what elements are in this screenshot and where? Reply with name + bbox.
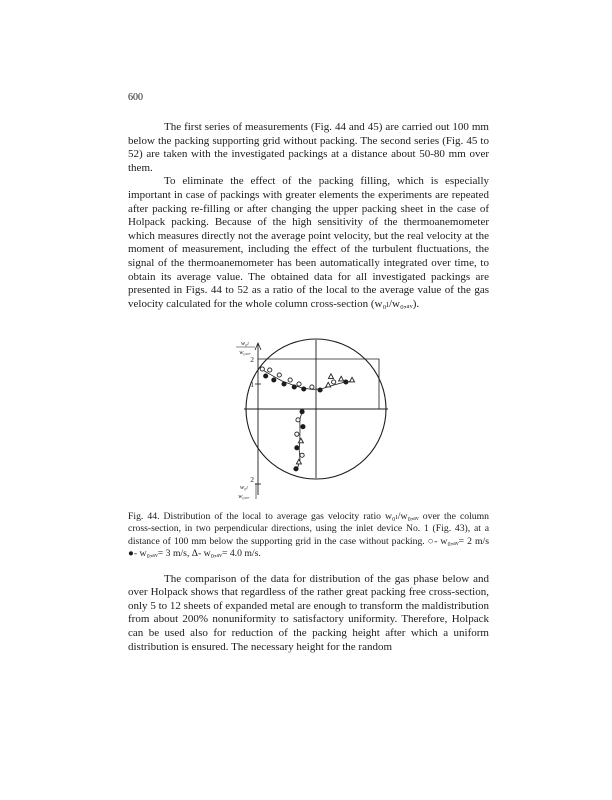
figure-44-caption: Fig. 44. Distribution of the local to average gas velocity ratio w₀ₗ/w₀,ₐᵥ over the column cross-section, in two perpendicular directions, using the inlet device No. 1 (Fig. 43), at a distance of 100 mm below the supporting grid in the case without packing. ○- w₀,ₐᵥ= 2 m/s ●- w₀,ₐᵥ= 3 m/s, Δ- w₀,ₐᵥ= 4.0 m/s.: [128, 511, 489, 559]
data-point-open-circle: [295, 432, 299, 436]
y-axis-label-denominator: w₀,ₐᵥ: [239, 349, 251, 357]
data-points-layer: [260, 367, 354, 471]
tick-label-1: 1: [250, 380, 254, 390]
data-point-filled-circle: [282, 382, 286, 386]
data-point-open-circle: [277, 373, 281, 377]
data-point-open-circle: [332, 380, 336, 384]
data-point-triangle: [328, 374, 333, 379]
data-point-open-circle: [288, 378, 292, 382]
y-axis-label-numerator: w₀ₗ: [241, 340, 249, 348]
data-point-filled-circle: [294, 467, 298, 471]
data-point-filled-circle: [344, 380, 348, 384]
data-point-triangle: [298, 439, 303, 444]
tick-label-bottom-2: 2: [250, 475, 254, 485]
data-point-open-circle: [297, 382, 301, 386]
text-column: [128, 92, 489, 654]
data-point-open-circle: [300, 453, 304, 457]
data-point-filled-circle: [300, 410, 304, 414]
data-point-filled-circle: [295, 446, 299, 450]
reference-box-lines: [258, 359, 379, 409]
data-point-filled-circle: [272, 378, 276, 382]
page-number: 600: [128, 92, 143, 103]
paragraph-1: The first series of measurements (Fig. 44 and 45) are carried out 100 mm below the packing supporting grid without packing. The second series (Fig. 45 to 52) are taken with the investigated packings at a distance about 50-80 mm over them.: [128, 121, 489, 174]
data-point-triangle: [296, 460, 301, 465]
data-point-filled-circle: [301, 425, 305, 429]
figure-44: [232, 337, 396, 505]
data-point-open-circle: [260, 367, 264, 371]
data-point-triangle: [326, 383, 331, 388]
data-point-triangle: [350, 378, 355, 383]
x-axis-label-numerator: w₀ₗ: [240, 484, 248, 492]
data-point-triangle: [339, 377, 344, 382]
data-point-open-circle: [310, 385, 314, 389]
tick-label-2: 2: [250, 355, 254, 365]
x-axis-label-denominator: w₀,ₐᵥ: [238, 493, 250, 501]
data-point-filled-circle: [302, 387, 306, 391]
paragraph-2: To eliminate the effect of the packing filling, which is especially important in case of packings with greater elements the experiments are repeated after packing re-filling or after changing the upper packing sheet in the case of Holpack packing. Because of the high sensitivity of the thermoanemometer which measures directly not the average point velocity, but the real velocity at the moment of measurement, including the effect of the turbulent fluctuations, the signal of the thermoanemometer has been automatically integrated over time, to obtain its average value. The obtained data for all investigated packings are presented in Figs. 44 to 52 as a ratio of the local to the average value of the gas velocity calculated for the whole column cross-section (w₀ₗ/w₀,ₐᵥ).: [128, 175, 489, 310]
data-point-filled-circle: [292, 385, 296, 389]
data-point-open-circle: [296, 418, 300, 422]
data-point-filled-circle: [264, 374, 268, 378]
data-point-open-circle: [268, 368, 272, 372]
paragraph-3: The comparison of the data for distribution of the gas phase below and over Holpack shows that regardless of the rather great packing free cross-section, only 5 to 12 sheets of expanded metal are enough to transform the maldistribution from about 200% nonuniformity to satisfactory uniformity. Therefore, Holpack can be used also for reduction of the packing height after which a uniform distribution is ensured. The necessary height for the random: [128, 572, 489, 653]
data-point-filled-circle: [318, 388, 322, 392]
fig44-plot: [232, 337, 396, 505]
